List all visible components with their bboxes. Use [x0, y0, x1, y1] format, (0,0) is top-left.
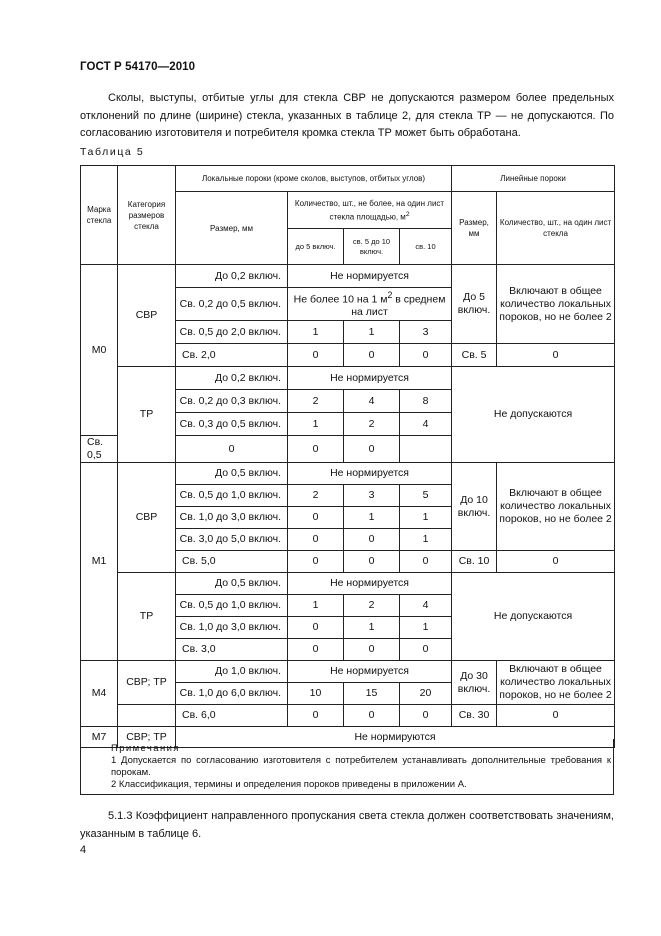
value-cell: 0 [288, 639, 344, 661]
linear-size-cell: До 10 включ. [452, 463, 497, 551]
header-linear-size: Размер, мм [452, 192, 497, 265]
size-cell: Св. 6,0 [176, 705, 288, 727]
size-cell: Св. 3,0 [176, 639, 288, 661]
size-cell: Св. 1,0 до 3,0 включ. [176, 617, 288, 639]
size-cell: Св. 5,0 [176, 551, 288, 573]
value-cell: 1 [288, 595, 344, 617]
value-cell: 1 [288, 413, 344, 436]
linear-include-cell: Включают в общее количество локальных пороков, но не более 2 [497, 661, 615, 705]
paragraph-chips: Сколы, выступы, отбитые углы для стекла СВР не допускаются размером более предельных отклонений по длине (ширине) стекла, указанных в таблице 2, для стекла ТР — не допускаются. По согласованию изготовителя и потребителя кромка стекла ТР может быть обработана. [80, 92, 614, 139]
value-cell: 0 [176, 436, 288, 463]
value-cell: 0 [344, 551, 400, 573]
size-cell: До 1,0 включ. [176, 661, 288, 683]
value-cell: 0 [400, 639, 452, 661]
value-cell: 2 [344, 413, 400, 436]
size-cell: До 0,2 включ. [176, 367, 288, 390]
value-cell: 0 [344, 344, 400, 367]
value-cell: 20 [400, 683, 452, 705]
linear-size-cell: Св. 30 [452, 705, 497, 727]
value-cell: 0 [344, 436, 400, 463]
header-linear-quantity: Количество, шт., на один лист стекла [497, 192, 615, 265]
value-cell: 0 [288, 529, 344, 551]
size-cell: Св. 1,0 до 6,0 включ. [176, 683, 288, 705]
value-cell: 1 [288, 321, 344, 344]
not-allowed-cell: Не допускаются [452, 573, 615, 661]
linear-value-cell: 0 [497, 705, 615, 727]
value-cell: 4 [400, 413, 452, 436]
not-allowed-cell: Не допускаются [452, 367, 615, 463]
mark-m7: М7 [81, 727, 118, 748]
value-cell: 0 [288, 344, 344, 367]
not-normed-cell: Не нормируется [288, 463, 452, 485]
value-cell: 3 [400, 321, 452, 344]
value-cell: 1 [344, 617, 400, 639]
size-cell: Св. 2,0 [176, 344, 288, 367]
category-svr: СВР [118, 265, 176, 367]
header-category: Категория размеров стекла [118, 166, 176, 265]
value-cell: 1 [400, 507, 452, 529]
value-cell: 10 [288, 683, 344, 705]
size-cell: Св. 0,2 до 0,3 включ. [176, 390, 288, 413]
value-cell: 0 [288, 551, 344, 573]
value-cell: 0 [400, 344, 452, 367]
linear-value-cell: 0 [497, 551, 615, 573]
linear-include-cell: Включают в общее количество локальных пороков, но не более 2 [497, 265, 615, 344]
value-cell: 0 [344, 705, 400, 727]
not-normed-cell: Не нормируется [288, 367, 452, 390]
size-cell: Св. 0,2 до 0,5 включ. [176, 288, 288, 321]
category-tr: ТР [118, 367, 176, 463]
header-up-to-5: до 5 включ. [288, 229, 344, 265]
not-normed-cell: Не нормируется [288, 573, 452, 595]
not-normed-cell: Не нормируется [288, 661, 452, 683]
value-cell: 2 [288, 390, 344, 413]
not-normed-all-cell: Не нормируются [176, 727, 615, 748]
header-quantity: Количество, шт., не более, на один лист стекла площадью, $м^2$ [288, 192, 452, 229]
size-cell: Св. 0,3 до 0,5 включ. [176, 413, 288, 436]
size-cell: До 0,2 включ. [176, 265, 288, 288]
paragraph-transmission: 5.1.3 Коэффициент направленного пропускания света стекла должен соответствовать значениям, указанным в таблице 6. [80, 810, 614, 840]
size-cell: Св. 3,0 до 5,0 включ. [176, 529, 288, 551]
header-linear-defects: Линейные пороки [452, 166, 615, 192]
standard-header: ГОСТ Р 54170—2010 [80, 61, 196, 73]
header-5-to-10: св. 5 до 10 включ. [344, 229, 400, 265]
value-cell: 0 [400, 551, 452, 573]
linear-size-cell: До 5 включ. [452, 265, 497, 344]
category-tr: ТР [118, 573, 176, 661]
value-cell: 1 [344, 507, 400, 529]
header-local-defects: Локальные пороки (кроме сколов, выступов, отбитых углов) [176, 166, 452, 192]
value-cell: 2 [288, 485, 344, 507]
note-2: 2 Классификация, термины и определения пороков приведены в приложении А. [111, 779, 467, 790]
linear-size-cell: Св. 10 [452, 551, 497, 573]
category-svr-tr: СВР; ТР [118, 661, 176, 705]
header-mark: Марка стекла [81, 166, 118, 265]
header-size: Размер, мм [176, 192, 288, 265]
value-cell: 1 [344, 321, 400, 344]
size-cell: Св. 0,5 до 1,0 включ. [176, 485, 288, 507]
value-cell: 0 [288, 436, 344, 463]
size-cell: Св. 0,5 до 1,0 включ. [176, 595, 288, 617]
table-notes [80, 739, 614, 795]
value-cell: 0 [288, 507, 344, 529]
linear-value-cell: 0 [497, 344, 615, 367]
value-cell: 0 [400, 705, 452, 727]
value-cell: 4 [400, 595, 452, 617]
category-svr-tr: СВР; ТР [118, 727, 176, 748]
linear-include-cell: Включают в общее количество локальных пороков, но не более 2 [497, 463, 615, 551]
header-over-10: св. 10 [400, 229, 452, 265]
linear-size-cell: До 30 включ. [452, 661, 497, 705]
category-svr: СВР [118, 463, 176, 573]
value-cell: 5 [400, 485, 452, 507]
value-cell: 1 [400, 617, 452, 639]
per-area-cell: Не более 10 на 1 $м^2$ в среднем на лист [288, 288, 452, 321]
value-cell: 0 [288, 617, 344, 639]
value-cell: 0 [344, 639, 400, 661]
size-cell: До 0,5 включ. [176, 463, 288, 485]
value-cell: 0 [288, 705, 344, 727]
mark-m1: М1 [81, 463, 118, 661]
not-normed-cell: Не нормируется [288, 265, 452, 288]
size-cell: Св. 0,5 до 2,0 включ. [176, 321, 288, 344]
value-cell: 8 [400, 390, 452, 413]
category-empty [118, 705, 176, 727]
table-caption: Таблица 5 [80, 146, 145, 158]
size-cell: Св. 0,5 [81, 436, 118, 463]
value-cell: 0 [344, 529, 400, 551]
notes-title: Примечания [111, 743, 180, 754]
value-cell: 1 [400, 529, 452, 551]
value-cell: 15 [344, 683, 400, 705]
mark-m4: М4 [81, 661, 118, 727]
value-cell: 4 [344, 390, 400, 413]
note-1: 1 Допускается по согласованию изготовителя с потребителем устанавливать дополнительные требования к порокам. [111, 755, 611, 778]
size-cell: До 0,5 включ. [176, 573, 288, 595]
defects-table [80, 165, 615, 748]
page-number: 4 [80, 844, 87, 856]
mark-m0: М0 [81, 265, 118, 436]
linear-size-cell: Св. 5 [452, 344, 497, 367]
value-cell: 2 [344, 595, 400, 617]
size-cell: Св. 1,0 до 3,0 включ. [176, 507, 288, 529]
value-cell: 3 [344, 485, 400, 507]
